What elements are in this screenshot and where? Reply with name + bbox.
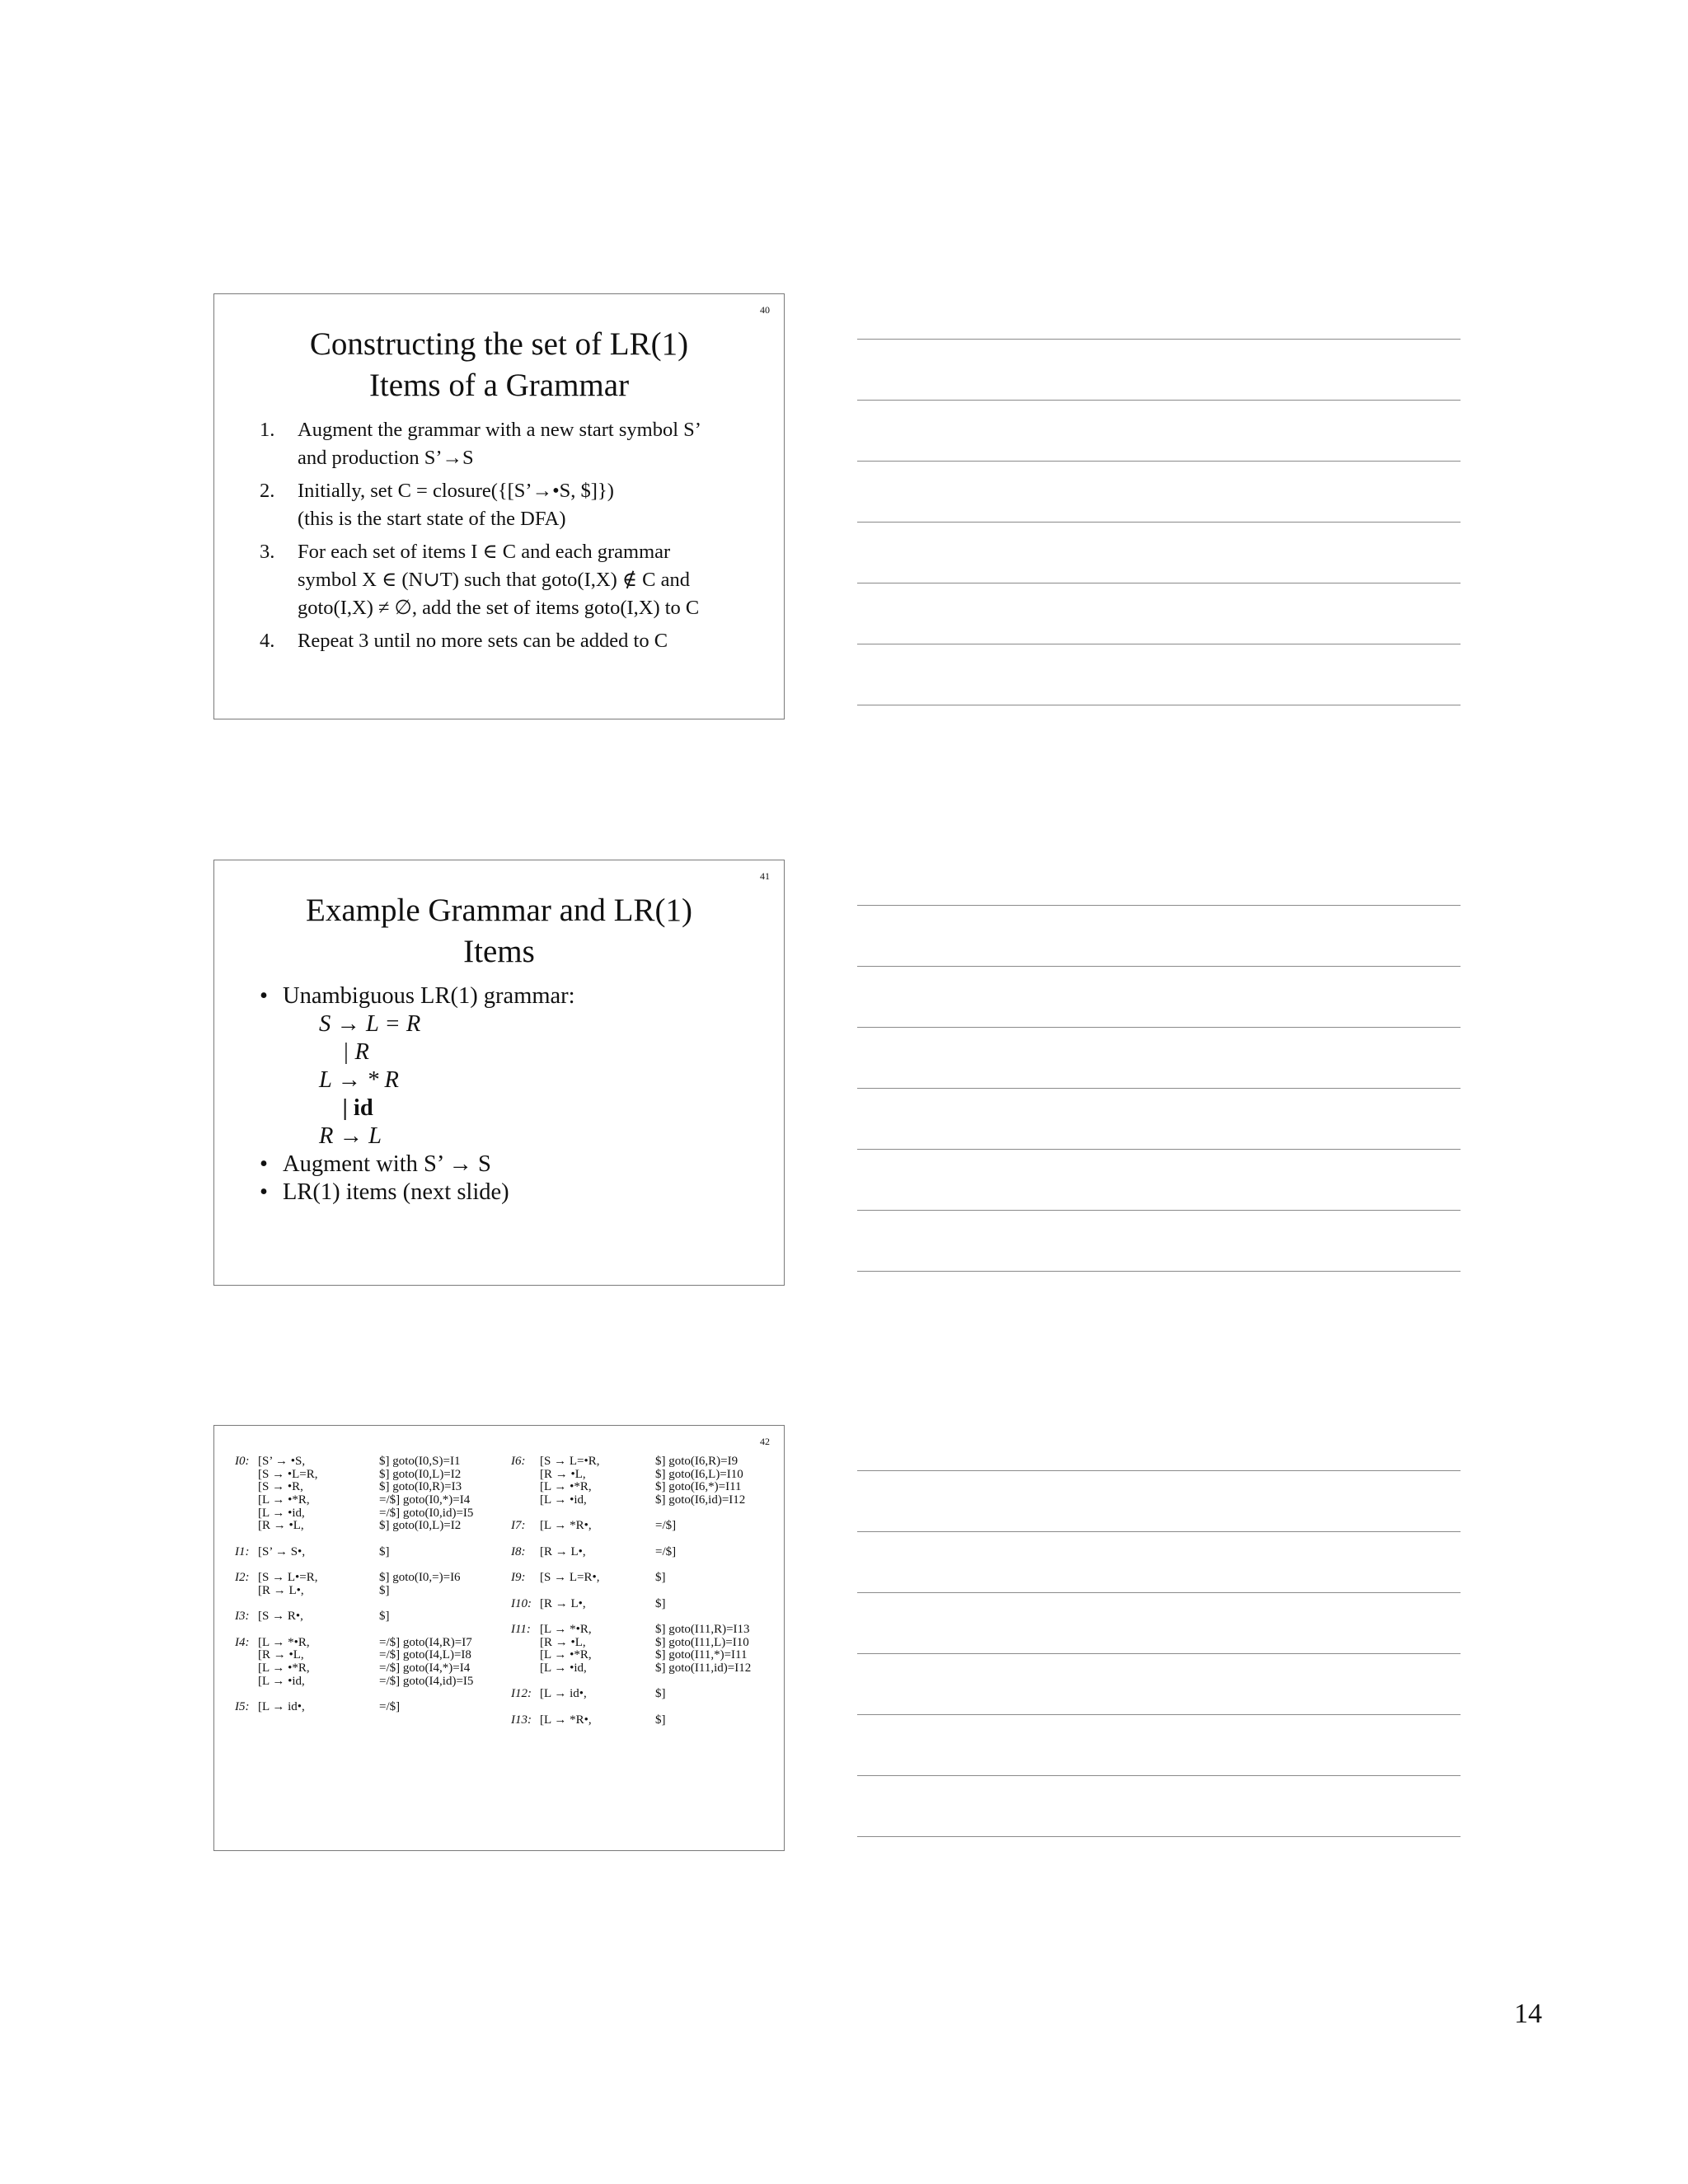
slide-number: 40 [760, 304, 770, 316]
lr1-item: [S → •R, [258, 1480, 303, 1494]
lr1-item: [R → •L, [540, 1635, 586, 1649]
lr1-item: [S’ → •S, [258, 1455, 306, 1468]
lr1-item: [R → •L, [258, 1648, 304, 1662]
lr1-item: [L → •id, [540, 1493, 587, 1507]
note-line [857, 1775, 1461, 1776]
slide-title: Example Grammar and LR(1) Items [306, 893, 692, 969]
item-row [235, 1701, 499, 1714]
item-row [235, 1507, 499, 1521]
lookahead-goto: $] goto(I0,S)=I1 [379, 1455, 461, 1468]
bullet-list [260, 982, 575, 1207]
bullet-item: • LR(1) items (next slide) [260, 1179, 509, 1205]
lr1-item: [L → •id, [540, 1661, 587, 1675]
note-line [857, 400, 1461, 401]
lr1-item: [L → •*R, [258, 1661, 310, 1675]
item-set-label: I7: [511, 1519, 526, 1533]
item-row [511, 1572, 775, 1585]
item-row [235, 1546, 499, 1559]
lookahead-goto: =/$] goto(I0,id)=I5 [379, 1506, 474, 1520]
lookahead-goto: $] goto(I0,R)=I3 [379, 1480, 462, 1494]
item-row [511, 1481, 775, 1494]
lookahead-goto: $] goto(I0,L)=I2 [379, 1467, 462, 1481]
item-set-label: I2: [235, 1571, 250, 1585]
item-set-label: I1: [235, 1544, 250, 1558]
item-row [511, 1637, 775, 1650]
lr1-item: [L → •*R, [540, 1480, 592, 1494]
item-row [511, 1610, 775, 1624]
item-row [511, 1714, 775, 1727]
step-number: 3. [260, 541, 275, 563]
lookahead-goto: $] [379, 1544, 390, 1558]
lookahead-goto: $] [655, 1596, 666, 1610]
lr1-item: [R → L•, [540, 1544, 586, 1558]
lookahead-goto: =/$] goto(I0,*)=I4 [379, 1493, 471, 1507]
lookahead-goto: =/$] goto(I4,L)=I8 [379, 1648, 471, 1662]
item-set-label: I11: [511, 1622, 531, 1636]
note-line [857, 1027, 1461, 1028]
item-row [235, 1572, 499, 1585]
item-row [511, 1649, 775, 1662]
lr1-item: [R → •L, [540, 1467, 586, 1481]
grammar-line: S → L = R [319, 1011, 421, 1037]
item-set-label: I4: [235, 1635, 250, 1649]
lr1-item: [R → L•, [258, 1583, 304, 1597]
item-row [235, 1585, 499, 1598]
item-set-label: I9: [511, 1571, 526, 1585]
step-item [260, 627, 771, 655]
item-row [511, 1559, 775, 1572]
lookahead-goto: =/$] goto(I4,*)=I4 [379, 1661, 471, 1675]
item-row [235, 1610, 499, 1624]
note-line [857, 1714, 1461, 1715]
item-set-label: I3: [235, 1610, 250, 1624]
lr1-item: [L → •id, [258, 1674, 305, 1688]
lr1-item: [L → *•R, [258, 1635, 310, 1649]
lr1-item: [L → •*R, [258, 1493, 310, 1507]
lookahead-goto: $] [655, 1713, 666, 1727]
slide-41 [213, 860, 785, 1286]
note-line [857, 461, 1461, 462]
lr1-item: [L → *R•, [540, 1713, 592, 1727]
item-row [235, 1533, 499, 1546]
item-row [235, 1494, 499, 1507]
item-row [235, 1675, 499, 1689]
step-text: Augment the grammar with a new start symbol S’ [298, 419, 701, 441]
step-item [260, 538, 771, 622]
note-line [857, 1653, 1461, 1654]
lr1-item: [L → •id, [258, 1506, 305, 1520]
step-number: 4. [260, 630, 275, 652]
lookahead-goto: $] goto(I11,L)=I10 [655, 1635, 749, 1649]
lr1-item: [R → L•, [540, 1596, 586, 1610]
grammar-line: R → L [319, 1123, 382, 1149]
note-line [857, 1836, 1461, 1837]
note-line [857, 522, 1461, 523]
lr1-item: [L → id•, [258, 1700, 305, 1714]
lr1-item: [L → id•, [540, 1687, 587, 1701]
step-text: symbol X ∈ (N∪T) such that goto(I,X) ∉ C and [298, 569, 690, 591]
lr1-item: [S’ → S•, [258, 1544, 306, 1558]
lookahead-goto: $] [655, 1571, 666, 1585]
lookahead-goto: $] [379, 1583, 390, 1597]
step-text: goto(I,X) ≠ ∅, add the set of items goto(I,X) to C [298, 597, 700, 619]
lookahead-goto: =/$] goto(I4,R)=I7 [379, 1635, 472, 1649]
item-row [511, 1701, 775, 1714]
slide-number: 42 [760, 1436, 770, 1447]
slide-40 [213, 293, 785, 719]
page-number: 14 [1514, 1999, 1542, 2029]
item-row [511, 1469, 775, 1482]
lr1-item: [S → L=R•, [540, 1571, 600, 1585]
item-set-label: I10: [511, 1596, 532, 1610]
lookahead-goto: =/$] goto(I4,id)=I5 [379, 1674, 474, 1688]
step-item [260, 477, 771, 533]
item-row [235, 1469, 499, 1482]
item-row [511, 1585, 775, 1598]
lookahead-goto: $] goto(I11,*)=I11 [655, 1648, 748, 1662]
item-row [235, 1649, 499, 1662]
slide-title: Constructing the set of LR(1) Items of a Grammar [309, 326, 689, 403]
step-number: 2. [260, 480, 275, 502]
note-line [857, 1531, 1461, 1532]
item-row [235, 1624, 499, 1637]
bullet-text: Augment with S’ → S [283, 1151, 491, 1177]
note-line [857, 1470, 1461, 1471]
lookahead-goto: $] goto(I0,L)=I2 [379, 1519, 462, 1533]
item-set-label: I13: [511, 1713, 532, 1727]
item-sets-right [511, 1455, 775, 1727]
item-row [511, 1688, 775, 1701]
item-row [235, 1662, 499, 1675]
lookahead-goto: $] goto(I11,R)=I13 [655, 1622, 750, 1636]
note-line [857, 1271, 1461, 1272]
item-row [511, 1662, 775, 1675]
lookahead-goto: $] goto(I0,=)=I6 [379, 1571, 461, 1585]
item-row [511, 1624, 775, 1637]
item-row [511, 1507, 775, 1521]
lr1-item: [S → L•=R, [258, 1571, 318, 1585]
item-row [235, 1520, 499, 1533]
item-row [235, 1598, 499, 1611]
lookahead-goto: =/$] [379, 1700, 401, 1714]
item-row [235, 1688, 499, 1701]
step-text: Initially, set C = closure({[S’→•S, $]}) [298, 480, 614, 502]
step-text: For each set of items I ∈ C and each grammar [298, 541, 671, 563]
lookahead-goto: $] goto(I6,R)=I9 [655, 1455, 738, 1468]
bullet-text: LR(1) items (next slide) [283, 1179, 509, 1205]
item-row [511, 1598, 775, 1611]
step-list [260, 416, 771, 660]
lookahead-goto: $] [379, 1610, 390, 1624]
lookahead-goto: =/$] [655, 1519, 677, 1533]
grammar-line: L → * R [319, 1067, 399, 1093]
grammar-line: | id [319, 1095, 373, 1121]
bullet-item: • Augment with S’ → S [260, 1151, 491, 1177]
item-sets-left [235, 1455, 499, 1714]
item-row [511, 1675, 775, 1689]
lookahead-goto: $] goto(I6,id)=I12 [655, 1493, 746, 1507]
item-set-label: I8: [511, 1544, 526, 1558]
note-line [857, 1210, 1461, 1211]
lr1-item: [S → R•, [258, 1610, 303, 1624]
item-row [511, 1546, 775, 1559]
lr1-item: [R → •L, [258, 1519, 304, 1533]
note-line [857, 905, 1461, 906]
lr1-item: [L → *R•, [540, 1519, 592, 1533]
note-line [857, 339, 1461, 340]
lookahead-goto: $] [655, 1687, 666, 1701]
slide-number: 41 [760, 870, 770, 882]
step-text: (this is the start state of the DFA) [298, 508, 566, 530]
lookahead-goto: =/$] [655, 1544, 677, 1558]
step-item [260, 416, 771, 472]
lookahead-goto: $] goto(I6,*)=I11 [655, 1480, 742, 1494]
lookahead-goto: $] goto(I11,id)=I12 [655, 1661, 752, 1675]
note-line [857, 1149, 1461, 1150]
item-row [511, 1533, 775, 1546]
bullet-text: Unambiguous LR(1) grammar: [283, 983, 575, 1009]
item-row [511, 1520, 775, 1533]
item-row [235, 1455, 499, 1469]
grammar-line: | R [319, 1039, 369, 1065]
note-line [857, 1592, 1461, 1593]
item-set-label: I12: [511, 1687, 532, 1701]
lr1-item: [S → L=•R, [540, 1455, 600, 1468]
lr1-item: [S → •L=R, [258, 1467, 318, 1481]
item-row [511, 1494, 775, 1507]
step-text: Repeat 3 until no more sets can be added to C [298, 630, 668, 652]
lr1-item: [L → •*R, [540, 1648, 592, 1662]
step-number: 1. [260, 419, 275, 441]
step-text: and production S’→S [298, 447, 474, 469]
item-row [235, 1559, 499, 1572]
item-row [511, 1455, 775, 1469]
item-set-label: I0: [235, 1455, 250, 1468]
item-row [235, 1637, 499, 1650]
lookahead-goto: $] goto(I6,L)=I10 [655, 1467, 743, 1481]
note-line [857, 1088, 1461, 1089]
item-set-label: I5: [235, 1700, 250, 1714]
bullet-item: • Unambiguous LR(1) grammar: [260, 983, 575, 1009]
lr1-item: [L → *•R, [540, 1622, 592, 1636]
item-row [235, 1481, 499, 1494]
slide-42 [213, 1425, 785, 1851]
note-line [857, 966, 1461, 967]
grammar-block [319, 1010, 575, 1151]
item-set-label: I6: [511, 1455, 526, 1468]
